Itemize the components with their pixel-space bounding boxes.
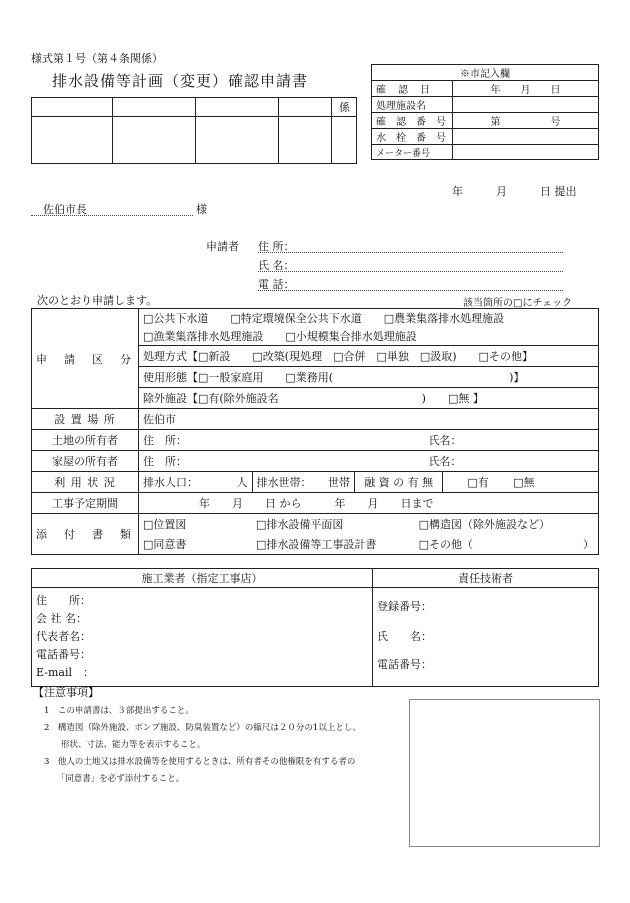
engineer-name[interactable]: 氏 名： [377,630,432,643]
financing-yes[interactable]: □有 [467,476,489,489]
note-item: 3 他人の土地又は排水設備等を使用するときは、所有者その他権限を有する者の [44,757,356,767]
attach-design[interactable]: □排水設備等工事設計書 [252,534,389,555]
page-title: 排水設備等計画（変更）確認申請書 [52,72,309,90]
office-use-box [371,64,599,160]
schedule-value[interactable]: 年 月 日 から 年 月 日まで [139,493,599,514]
location-value[interactable]: 佐伯市 [139,409,599,430]
category-line1[interactable]: □公共下水道 □特定環境保全公共下水道 □農業集落排水処理施設 [139,309,599,328]
note-item: 「同意書」を必ず添付すること。 [44,774,185,784]
confirm-no-value: 第 号 [453,113,599,129]
contractor-header: 施工業者（指定工事店） [32,569,373,588]
facility-name-label: 処理施設名 [372,97,453,113]
applicant-name[interactable] [258,257,563,272]
contractor-table [31,568,599,687]
house-owner-name[interactable]: 氏名： [389,451,599,472]
drain-population[interactable]: 排水人口： 人 [139,472,253,493]
house-owner-label: 家屋の所有者 [32,451,139,472]
house-owner-address[interactable]: 住 所： [139,451,389,472]
engineer-phone[interactable]: 電話番号： [377,658,432,671]
stamp-label: 係 [332,98,357,117]
attach-structure[interactable]: □構造図（除外施設など） [389,514,599,535]
meter-no-value [453,145,599,160]
usage-status-label: 利 用 状 況 [32,472,139,493]
applicant-address[interactable] [258,238,563,253]
applicant-phone[interactable] [258,276,563,291]
category-label: 申 請 区 分 [32,309,139,409]
attachments-label: 添 付 書 類 [32,514,139,555]
form-number: 様式第１号（第４条関係） [31,52,163,65]
office-use-header: ※市記入欄 [372,65,599,81]
location-label: 設 置 場 所 [32,409,139,430]
receipt-stamp-box [409,699,600,847]
contractor-address[interactable]: 住 所： [36,594,91,607]
note-item: 形状、寸法、能力等を表示すること。 [44,740,206,750]
confirm-date-value: 年 月 日 [453,81,599,97]
tap-no-value [453,129,599,145]
meter-no-label: メーター番号 [372,145,453,160]
land-owner-label: 土地の所有者 [32,430,139,451]
addressee-honorific: 様 [196,203,207,216]
applicant-name-label: 氏 名： [258,259,295,272]
category-line2[interactable]: □漁業集落排水処理施設 □小規模集合排水処理施設 [139,327,599,346]
engineer-reg-no[interactable]: 登録番号： [377,600,432,613]
attach-location-map[interactable]: □位置図 [139,514,253,535]
intro-text: 次のとおり申請します。 [37,294,158,307]
confirm-no-label: 確 認 番 号 [372,113,453,129]
engineer-header: 責任技術者 [373,569,599,588]
addressee-name: 佐伯市長 [43,203,87,216]
check-note: 該当箇所の□にチェック [463,298,573,309]
contractor-company[interactable]: 会 社 名： [36,612,87,625]
applicant-label: 申請者 [206,240,239,253]
excluded-facility[interactable]: 除外施設【□有(除外施設名 ) □無 】 [139,388,599,409]
usage-type[interactable]: 使用形態【□一般家庭用 □業務用( )】 [139,367,599,388]
submit-date: 年 月 日 提出 [452,185,577,198]
attach-other[interactable]: □その他（ ） [389,534,599,555]
applicant-phone-label: 電 話： [258,278,295,291]
treatment-method[interactable]: 処理方式【□新設 □改築(現処理 □合併 □単独 □汲取) □その他】 [139,346,599,367]
land-owner-name[interactable]: 氏名： [389,430,599,451]
note-item: 1 この申請書は、３部提出すること。 [44,706,194,716]
schedule-label: 工事予定期間 [32,493,139,514]
land-owner-address[interactable]: 住 所： [139,430,389,451]
notes-list [44,703,404,788]
note-item: 2 構造図（除外施設、ポンプ施設、防臭装置など）の縮尺は２０分の1以上とし、 [44,723,361,733]
attach-consent[interactable]: □同意書 [139,534,253,555]
contractor-rep[interactable]: 代表者名： [36,630,91,643]
facility-name-value [453,97,599,113]
confirm-date-label: 確 認 日 [372,81,453,97]
application-table [31,308,599,555]
tap-no-label: 水 栓 番 号 [372,129,453,145]
contractor-phone[interactable]: 電話番号： [36,648,91,661]
contractor-email[interactable]: E-mail ： [36,666,94,679]
drain-households[interactable]: 排水世帯： 世帯 [252,472,355,493]
applicant-address-label: 住 所： [258,240,295,253]
financing-no[interactable]: □無 [513,476,535,489]
notes-title: 【注意事項】 [33,686,99,699]
attach-plan[interactable]: □排水設備平面図 [252,514,389,535]
stamp-boxes [31,97,357,164]
financing-label: 融 資 の 有 無 [355,472,443,493]
addressee-line [31,201,193,216]
